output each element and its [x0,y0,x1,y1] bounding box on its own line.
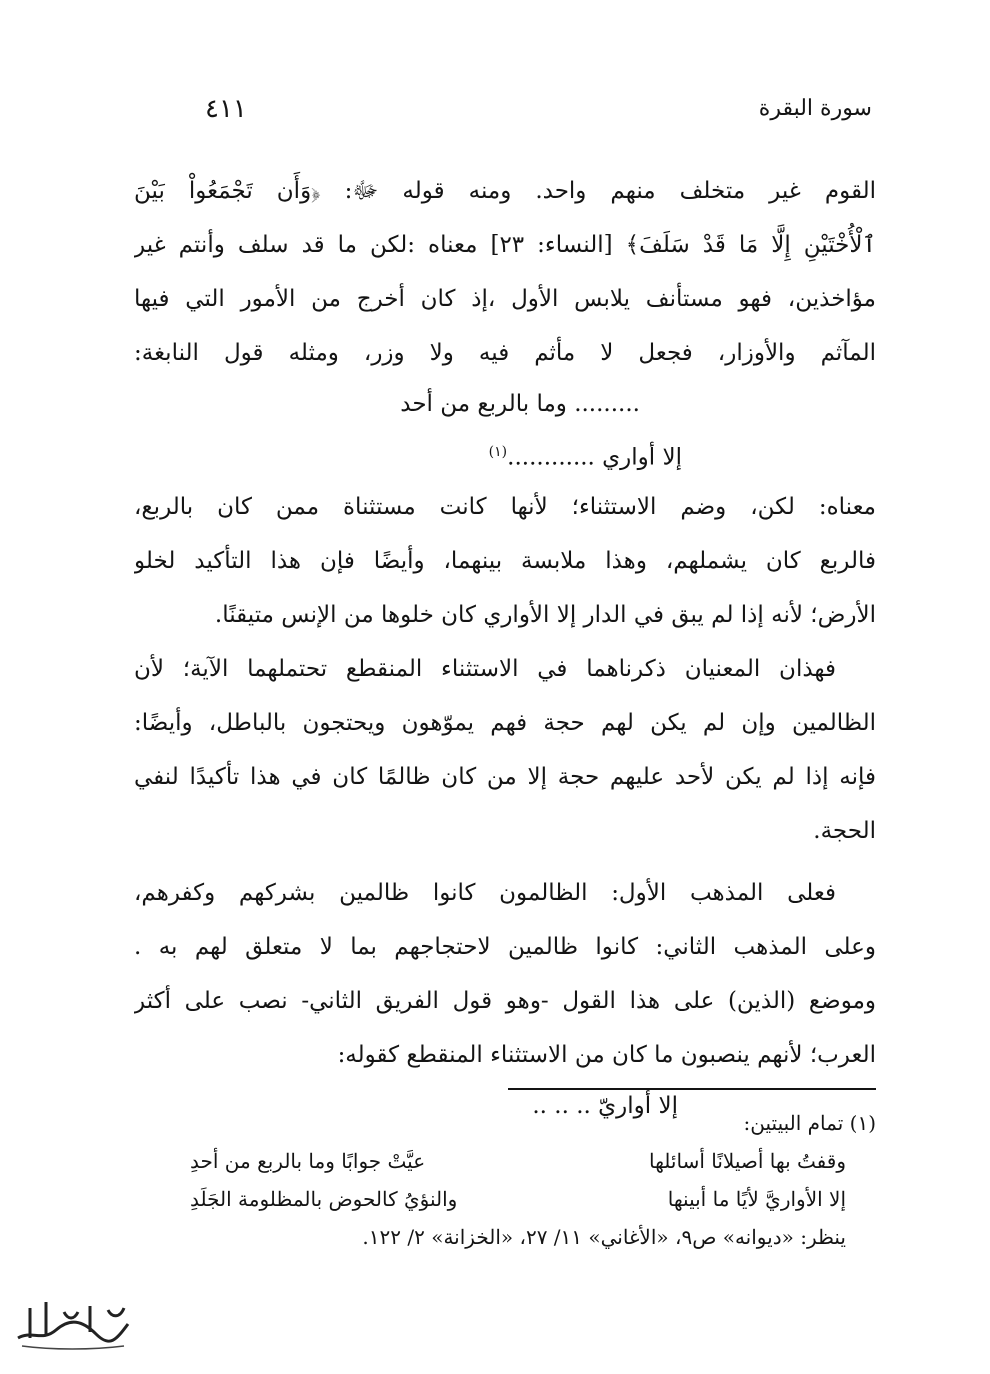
paragraph-3 [134,642,876,858]
calligraphy-logo-icon [12,1290,134,1354]
text-line: الحجة. [813,818,876,844]
main-text [134,164,876,1130]
verse-hemistich: والنؤيُ كالحوض بالمظلومة الجَلَدِ [190,1187,458,1211]
paragraph-4 [134,866,876,1082]
text-line: فالربع كان يشملهم، وهذا ملابسة بينهما، وأيضًا فإن هذا التأكيد لخلو [134,548,876,574]
running-header-title: سورة البقرة [758,96,872,121]
verse-line [134,428,876,476]
text-line: ٱلْأُخْتَيْنِ إِلَّا مَا قَدْ سَلَفَ﴾ [النساء: ٢٣] معناه :لكن ما قد سلف وأنتم غير [134,232,876,258]
text-line: الأرض؛ لأنه إذا لم يبق في الدار إلا الأواري كان خلوها من الإنس متيقنًا. [214,602,876,628]
text-line: فعلى المذهب الأول: الظالمون كانوا ظالمين بشركهم وكفرهم، [134,880,836,906]
verse-line: إلا أواريّ .. .. .. [532,1093,678,1119]
text-line: الظالمين وإن لم يكن لهم حجة فهم يموّهون ويحتجون بالباطل، وأيضًا: [134,710,876,736]
text-line: وموضع (الذين) على هذا القول -وهو قول الفريق الثاني- نصب على أكثر [134,988,876,1014]
text-line: فهذان المعنيان ذكرناهما في الاستثناء المنقطع تحتملهما الآية؛ لأن [134,656,836,682]
text-line: العرب؛ لأنهم ينصبون ما كان من الاستثناء المنقطع كقوله: [337,1042,876,1068]
text-line: معناه: لكن، وضم الاستثناء؛ لأنها كانت مستثناة ممن كان بالربع، [134,494,876,520]
verse-hemistich: وقفتُ بها أصيلانًا أسائلها [648,1149,846,1173]
text-line: المآثم والأوزار، فجعل لا مأثم فيه ولا وزر، ومثله قول النابغة: [134,340,876,366]
text-line: وعلى المذهب الثاني: كانوا ظالمين لاحتجاجهم بما لا متعلق لهم به . [134,934,876,960]
verse-line: ......... وما بالربع من أحد [400,391,640,417]
text-line: مؤاخذين، فهو مستأنف يلابس الأول ،إذ كان أخرج من الأمور التي فيها [134,286,876,312]
verse-hemistich: إلا الأواريَّ لأيًا ما أبينها [667,1187,846,1211]
footnote-divider [508,1088,876,1090]
text-line: فإنه إذا لم يكن لأحد عليهم حجة إلا من كان ظالمًا كان في هذا تأكيدًا لنفي [134,764,876,790]
footnote-intro: (١) تمام البيتين: [743,1111,876,1135]
verse-text: إلا أواري ............ [507,444,682,471]
page-number: ٤١١ [205,94,247,124]
footnotes [190,1104,876,1256]
paragraph-2 [134,480,876,642]
text-line: القوم غير متخلف منهم واحد. ومنه قوله ﷻ: ﴿وَأَن تَجْمَعُواْ بَيْنَ [134,178,876,204]
footnote-verse-1 [190,1142,876,1180]
verse-hemistich: عيَّتْ جوابًا وما بالربع من أحدِ [190,1149,426,1173]
footnote-reference: ينظر: «ديوانه» ص٩، «الأغاني» ١١/ ٢٧، «الخزانة» ٢/ ١٢٢. [362,1225,846,1249]
footnote-verse-2 [190,1180,876,1218]
paragraph-1 [134,164,876,380]
footnote-marker: (١) [488,444,508,460]
